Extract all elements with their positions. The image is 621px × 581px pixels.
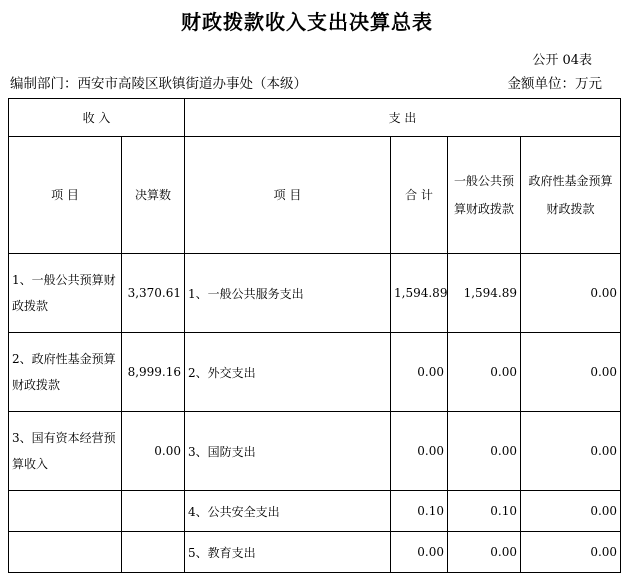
gov-fund-cell: 0.00 [521, 254, 621, 333]
income-item-cell: 3、国有资本经营预算收入 [9, 412, 122, 491]
general-budget-cell: 0.00 [448, 412, 521, 491]
header-row-section [9, 99, 621, 137]
expense-item-cell: 2、外交支出 [185, 333, 391, 412]
expense-item-cell: 1、一般公共服务支出 [185, 254, 391, 333]
general-budget-cell: 0.10 [448, 491, 521, 532]
table-row [9, 491, 621, 532]
total-cell: 1,594.89 [391, 254, 448, 333]
income-amount-cell: 8,999.16 [122, 333, 185, 412]
income-amount-cell: 3,370.61 [122, 254, 185, 333]
report-title: 财政拨款收入支出决算总表 [181, 10, 433, 34]
compiling-department: 编制部门：西安市高陵区耿镇街道办事处（本级） [10, 76, 307, 92]
income-section-header: 收 入 [9, 99, 185, 137]
income-amount-cell [122, 491, 185, 532]
gov-fund-cell: 0.00 [521, 333, 621, 412]
general-budget-cell: 1,594.89 [448, 254, 521, 333]
income-item-cell: 1、一般公共预算财政拨款 [9, 254, 122, 333]
income-amount-cell: 0.00 [122, 412, 185, 491]
table-body [9, 254, 621, 573]
income-item-cell: 2、政府性基金预算财政拨款 [9, 333, 122, 412]
table-row [9, 412, 621, 491]
expense-item-cell: 4、公共安全支出 [185, 491, 391, 532]
fiscal-report-table [8, 98, 621, 573]
table-row [9, 532, 621, 573]
general-budget-cell: 0.00 [448, 333, 521, 412]
final-amount-header: 决算数 [122, 137, 185, 254]
gov-fund-cell: 0.00 [521, 412, 621, 491]
expense-item-cell: 5、教育支出 [185, 532, 391, 573]
income-amount-cell [122, 532, 185, 573]
expense-item-cell: 3、国防支出 [185, 412, 391, 491]
expense-item-header: 项 目 [185, 137, 391, 254]
expense-section-header: 支 出 [185, 99, 621, 137]
income-item-cell [9, 491, 122, 532]
table-row [9, 333, 621, 412]
total-cell: 0.00 [391, 412, 448, 491]
general-budget-header: 一般公共预算财政拨款 [448, 137, 521, 254]
gov-fund-header: 政府性基金预算财政拨款 [521, 137, 621, 254]
income-item-header: 项 目 [9, 137, 122, 254]
gov-fund-cell: 0.00 [521, 532, 621, 573]
total-cell: 0.10 [391, 491, 448, 532]
header-row-columns [9, 137, 621, 254]
total-header: 合 计 [391, 137, 448, 254]
total-cell: 0.00 [391, 532, 448, 573]
form-number: 公开 04表 [532, 53, 592, 68]
gov-fund-cell: 0.00 [521, 491, 621, 532]
income-item-cell [9, 532, 122, 573]
total-cell: 0.00 [391, 333, 448, 412]
amount-unit: 金额单位：万元 [507, 76, 602, 92]
general-budget-cell: 0.00 [448, 532, 521, 573]
table-row [9, 254, 621, 333]
